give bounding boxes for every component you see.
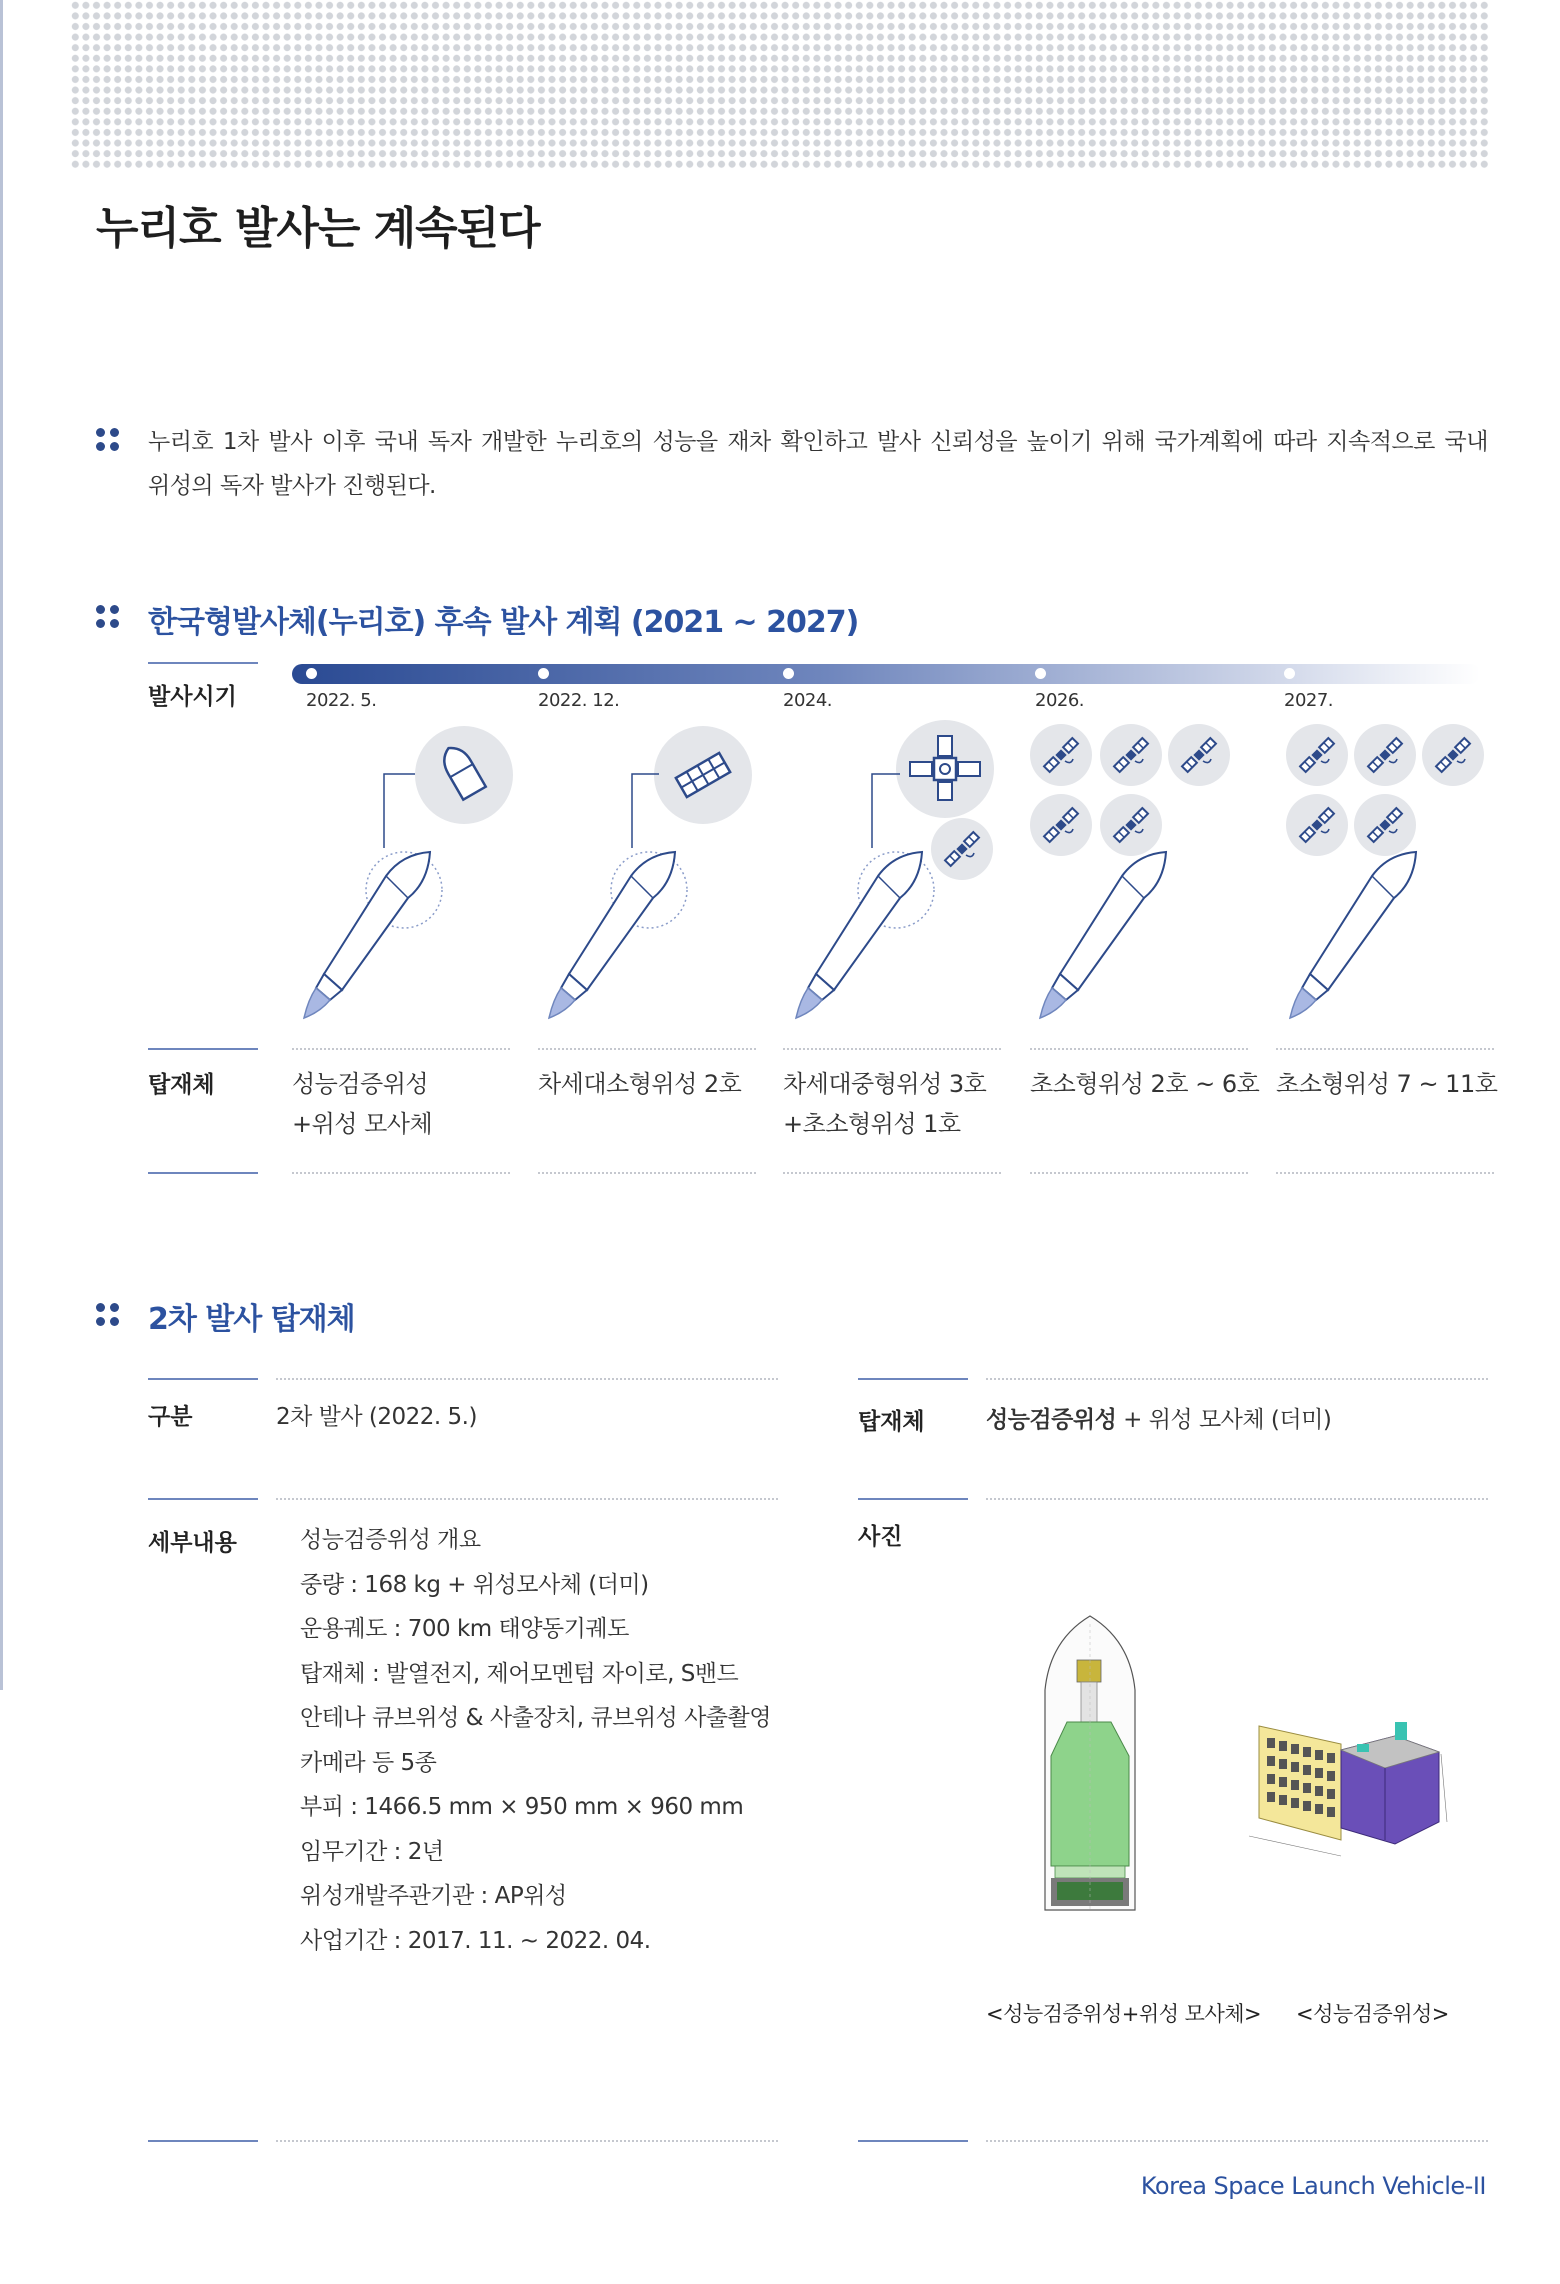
payload-cell — [1030, 1064, 1259, 1104]
table-rule — [986, 1498, 1488, 1500]
payload-rule — [1030, 1172, 1248, 1174]
intro-line-1: 누리호 1차 발사 이후 국내 독자 개발한 누리호의 성능을 재차 확인하고 발사 신뢰성을 높이기 위해 국가계획에 따라 지속적으로 국내 — [148, 429, 1488, 455]
payload-rule — [292, 1172, 510, 1174]
detail-line: 운용궤도 : 700 km 태양동기궤도 — [300, 1616, 629, 1642]
rocket-icon — [1266, 760, 1466, 1020]
payload-rule — [1030, 1048, 1248, 1050]
payload-label: 탑재체 — [148, 1072, 215, 1098]
timeline-dot — [1284, 668, 1295, 679]
detail-line: 성능검증위성 개요 — [300, 1527, 481, 1553]
category-label: 구분 — [148, 1404, 193, 1430]
rocket-icon — [772, 760, 972, 1020]
payload-header-label: 탑재체 — [858, 1409, 925, 1435]
timeline-dot — [306, 668, 317, 679]
table-rule — [148, 1378, 258, 1380]
payload-rule — [538, 1172, 756, 1174]
launch-year: 2024. — [783, 690, 833, 711]
table-rule — [986, 1378, 1488, 1380]
bullet-icon — [96, 428, 120, 452]
payload-cell — [292, 1064, 432, 1144]
detail-line: 카메라 등 5종 — [300, 1749, 437, 1776]
rocket-icon — [280, 760, 480, 1020]
bullet-icon — [96, 1303, 120, 1327]
payload-rule — [1276, 1172, 1494, 1174]
payload-line: +위성 모사체 — [292, 1110, 433, 1138]
photo-caption-right: <성능검증위성> — [1296, 2002, 1449, 2026]
payload-line: 초소형위성 7 ~ 11호 — [1276, 1070, 1498, 1098]
details-list — [300, 1518, 771, 1963]
timeline-bar — [292, 664, 1480, 684]
payload-value — [986, 1401, 1331, 1434]
category-value: 2차 발사 (2022. 5.) — [276, 1404, 477, 1430]
rocket-icon — [525, 760, 725, 1020]
table-rule — [858, 1378, 968, 1380]
bullet-icon — [96, 605, 120, 629]
details-label: 세부내용 — [148, 1530, 237, 1556]
payload-cell — [1276, 1064, 1497, 1104]
page-title: 누리호 발사는 계속된다 — [96, 203, 540, 254]
payload-label-rule — [148, 1048, 258, 1050]
left-margin-rule — [0, 0, 3, 1690]
table-bottom-rule — [858, 2140, 968, 2142]
fairing-assembly-illustration — [995, 1610, 1185, 1926]
payload-cell — [538, 1064, 741, 1104]
detail-line: 중량 : 168 kg + 위성모사체 (더미) — [300, 1571, 649, 1598]
timing-label-rule — [148, 662, 258, 664]
payload-bottom-rule — [148, 1172, 258, 1174]
timeline-dot — [538, 668, 549, 679]
timing-label: 발사시기 — [148, 684, 237, 710]
launch-year: 2022. 5. — [306, 690, 377, 711]
detail-line: 탑재체 : 발열전지, 제어모멘텀 자이로, S밴드 — [300, 1660, 739, 1687]
payload-cell — [783, 1064, 986, 1144]
payload-line: 차세대소형위성 2호 — [538, 1070, 742, 1098]
table-rule — [148, 1498, 258, 1500]
detail-line: 위성개발주관기관 : AP위성 — [300, 1883, 567, 1909]
footer-title: Korea Space Launch Vehicle-II — [1140, 2172, 1486, 2200]
detail-line: 임무기간 : 2년 — [300, 1838, 444, 1865]
payload-rule — [783, 1048, 1001, 1050]
payload-line: 초소형위성 2호 ~ 6호 — [1030, 1070, 1260, 1098]
table-rule — [276, 1498, 778, 1500]
payload-line: +초소형위성 1호 — [783, 1110, 961, 1138]
rocket-icon — [1016, 760, 1216, 1020]
detail-line: 부피 : 1466.5 mm × 950 mm × 960 mm — [300, 1794, 744, 1820]
photo-caption-left: <성능검증위성+위성 모사체> — [986, 2002, 1262, 2026]
intro-line-2: 위성의 독자 발사가 진행된다. — [148, 473, 436, 499]
table-rule — [858, 1498, 968, 1500]
table-bottom-rule — [148, 2140, 258, 2142]
payload-value-rest: + 위성 모사체 (더미) — [1116, 1407, 1332, 1433]
verification-satellite-illustration — [1245, 1710, 1450, 1860]
payload-rule — [1276, 1048, 1494, 1050]
dot-pattern-header — [70, 0, 1490, 170]
payload-line: 성능검증위성 — [292, 1070, 429, 1098]
timeline-dot — [783, 668, 794, 679]
payload-rule — [292, 1048, 510, 1050]
plan-section-title: 한국형발사체(누리호) 후속 발사 계획 (2021 ~ 2027) — [148, 605, 859, 640]
payload-value-bold: 성능검증위성 — [986, 1407, 1117, 1433]
payload-rule — [538, 1048, 756, 1050]
table-rule — [276, 1378, 778, 1380]
intro-paragraph — [148, 420, 1488, 508]
detail-line: 안테나 큐브위성 & 사출장치, 큐브위성 사출촬영 — [300, 1705, 771, 1731]
launch-year: 2022. 12. — [538, 690, 620, 711]
payload-line: 차세대중형위성 3호 — [783, 1070, 987, 1098]
photo-label: 사진 — [858, 1524, 903, 1550]
payload-rule — [783, 1172, 1001, 1174]
timeline-dot — [1035, 668, 1046, 679]
second-launch-title: 2차 발사 탑재체 — [148, 1302, 355, 1337]
table-bottom-rule — [276, 2140, 778, 2142]
launch-year: 2027. — [1284, 690, 1334, 711]
detail-line: 사업기간 : 2017. 11. ~ 2022. 04. — [300, 1927, 651, 1954]
table-bottom-rule — [986, 2140, 1488, 2142]
launch-year: 2026. — [1035, 690, 1085, 711]
